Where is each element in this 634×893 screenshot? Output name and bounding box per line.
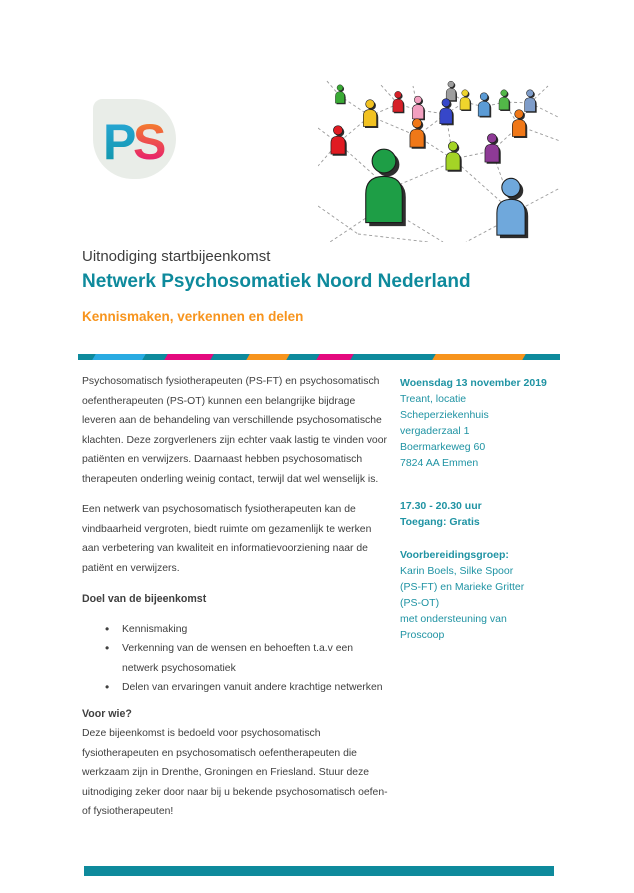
bullet-item — [82, 639, 412, 678]
event-admission: Toegang: Gratis — [400, 516, 480, 528]
paragraph-line: patiënt en verwijzers. — [82, 562, 180, 574]
for-whom-heading: Voor wie? — [82, 707, 132, 720]
paragraph-line: Deze bijeenkomst is bedoeld voor psychosomatisch — [82, 728, 321, 739]
paragraph-line: patiënten en verwijzers. Daarnaast hebben psychosomatisch — [82, 454, 363, 465]
paragraph-line: werkzaam zijn in Drenthe, Groningen en Friesland. Stuur deze — [82, 767, 370, 778]
bullet-line: • Verkenning van de wensen en behoeften t.a.v een — [122, 643, 354, 654]
divider-segment-orange — [432, 354, 525, 360]
prep-group-heading: Voorbereidingsgroep: — [400, 549, 509, 561]
location-line: vergaderzaal 1 — [400, 425, 470, 437]
event-info-sidebar — [400, 375, 570, 643]
people-network-illustration — [318, 66, 560, 242]
prep-group-line: Karin Boels, Silke Spoor — [400, 565, 514, 577]
ps-logo — [93, 99, 176, 179]
location-line: Scheperziekenhuis — [400, 409, 489, 421]
event-date: Woensdag 13 november 2019 — [400, 377, 547, 389]
ps-logo-letters — [93, 99, 176, 179]
location-line: Treant, locatie — [400, 393, 467, 405]
paragraph-line: aan verbetering van kwaliteit en informatievoorziening naar de — [82, 543, 368, 554]
divider-segment-pink — [164, 354, 213, 360]
goal-bullet-list — [82, 620, 412, 698]
prep-group-line: Proscoop — [400, 629, 445, 641]
location-line: Boermarkeweg 60 — [400, 441, 486, 453]
main-text-column — [82, 372, 412, 822]
prep-group-line: (PS-FT) en Marieke Gritter — [400, 581, 525, 593]
paragraph-line: klachten. Deze zorgverleners zijn echter vaak lastig te vinden voor — [82, 434, 387, 446]
page-title: Netwerk Psychosomatiek Noord Nederland — [82, 271, 471, 292]
network-people — [331, 81, 537, 238]
bullet-line: netwerk psychosomatiek — [122, 662, 236, 674]
subtitle: Kennismaken, verkennen en delen — [82, 309, 304, 324]
footer-bar — [84, 866, 554, 876]
paragraph-line: oefentherapeuten (PS-OT) kunnen een belangrijke bijdrage — [82, 395, 356, 407]
paragraph-line: leveren aan de behandeling van verschillende psychosomatische — [82, 415, 382, 426]
event-time: 17.30 - 20.30 uur — [400, 500, 482, 512]
goal-heading: Doel van de bijeenkomst — [82, 593, 207, 605]
paragraph-line: of fysiotherapeuten! — [82, 806, 174, 817]
paragraph-line: uitnodiging zeker door naar bij u bekende psychosomatisch oefen- — [82, 786, 388, 798]
divider-bar — [78, 354, 560, 360]
bullet-item: • Kennismaking — [82, 620, 412, 640]
supertitle: Uitnodiging startbijeenkomst — [82, 248, 271, 265]
prep-group-line: (PS-OT) — [400, 597, 440, 609]
logo-letter-s: S — [133, 114, 167, 170]
prep-group-line: met ondersteuning van — [400, 613, 507, 625]
paragraph-line: therapeuten onderling weinig contact, terwijl dat wel wenselijk is. — [82, 473, 379, 485]
divider-segment-orange — [246, 354, 289, 360]
paragraph-line: Een netwerk van psychosomatisch fysiotherapeuten kan de — [82, 504, 356, 515]
divider-segment-pink — [316, 354, 353, 360]
paragraph-line: Psychosomatisch fysiotherapeuten (PS-FT) en psychosomatisch — [82, 376, 380, 387]
divider-segment-blue — [92, 354, 145, 360]
paragraph-line: vindbaarheid vergroten, biedt ruimte om gezamenlijk te werken — [82, 523, 372, 535]
paragraph-line: fysiotherapeuten en psychosomatisch oefentherapeuten die — [82, 747, 357, 759]
logo-letter-p: P — [103, 114, 137, 170]
location-line: 7824 AA Emmen — [400, 457, 479, 469]
bullet-item: • Delen van ervaringen vanuit andere krachtige netwerken — [82, 678, 412, 698]
